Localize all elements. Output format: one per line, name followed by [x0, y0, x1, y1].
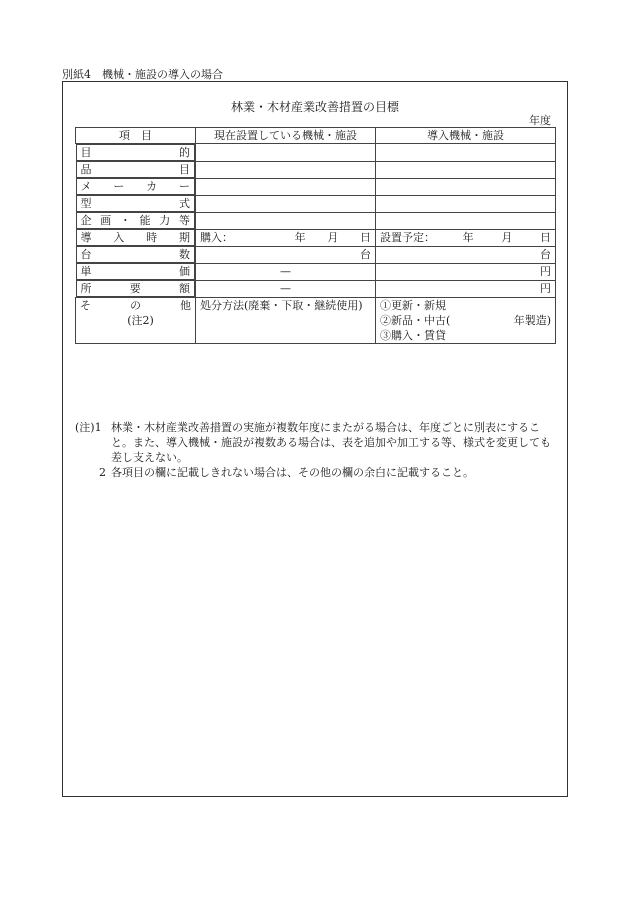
table-row	[76, 229, 556, 246]
option-manufacture-year: 年製造)	[513, 314, 551, 327]
other-label: そ の 他	[80, 299, 191, 312]
day-unit: 日	[359, 231, 371, 244]
cell-current-model[interactable]	[196, 195, 376, 212]
row-label-intro-time: 導 入 時 期	[76, 229, 196, 246]
cell-new-count[interactable]	[376, 246, 556, 263]
cell-current-intro-time[interactable]	[196, 229, 376, 246]
yen-label: 円	[540, 265, 551, 278]
table-row	[76, 246, 556, 263]
row-label-purpose: 目 的	[76, 144, 196, 161]
other-note: (注2)	[127, 314, 154, 327]
dash-mark: —	[280, 282, 291, 296]
row-label-item: 品 目	[76, 161, 196, 178]
cell-new-other[interactable]	[376, 298, 556, 344]
row-label-plan-capacity: 企 画 ・ 能 力 等	[76, 212, 196, 229]
cell-current-unit-price	[196, 263, 376, 280]
purchase-label: 購入：	[200, 231, 233, 244]
month-unit: 月	[501, 231, 513, 244]
header-item: 項 目	[76, 128, 196, 144]
unit-count-label: 台	[540, 248, 551, 261]
row-label-required-amount: 所 要 額	[76, 280, 196, 297]
table-row	[76, 298, 556, 344]
row-label-other	[76, 298, 196, 344]
cell-current-other[interactable]	[196, 298, 376, 344]
year-label: 年度	[529, 114, 551, 127]
table-row	[76, 178, 556, 195]
cell-new-maker[interactable]	[376, 178, 556, 195]
cell-new-unit-price[interactable]	[376, 263, 556, 280]
cell-current-item[interactable]	[196, 161, 376, 178]
table-row	[76, 144, 556, 162]
header-row	[76, 128, 556, 144]
cell-current-required-amount	[196, 280, 376, 298]
note-2-text: 各項目の欄に記載しきれない場合は、その他の欄の余白に記載すること。	[111, 466, 474, 479]
cell-new-plan-capacity[interactable]	[376, 212, 556, 229]
cell-current-maker[interactable]	[196, 178, 376, 195]
table-row	[76, 280, 556, 298]
option-purchase-lease: ③購入・賃貸	[380, 329, 446, 342]
cell-new-item[interactable]	[376, 161, 556, 178]
form-frame	[62, 81, 568, 797]
row-label-unit-price: 単 価	[76, 263, 196, 280]
option-update-new: ①更新・新規	[380, 299, 446, 312]
table-row	[76, 161, 556, 178]
note-2-marker: 2	[99, 466, 106, 479]
table-row	[76, 195, 556, 212]
cell-new-required-amount[interactable]	[376, 280, 556, 298]
table-row	[76, 263, 556, 280]
header-new: 導入機械・施設	[376, 128, 556, 144]
unit-count-label: 台	[360, 248, 371, 261]
note-2	[75, 465, 561, 480]
install-plan-label: 設置予定：	[380, 231, 435, 244]
cell-new-model[interactable]	[376, 195, 556, 212]
table-row	[76, 212, 556, 229]
cell-current-plan-capacity[interactable]	[196, 212, 376, 229]
yen-label: 円	[540, 282, 551, 296]
cell-current-purpose[interactable]	[196, 144, 376, 162]
disposal-method: 処分方法(廃棄・下取・継続使用)	[200, 299, 363, 312]
cell-new-purpose[interactable]	[376, 144, 556, 162]
cell-new-intro-time[interactable]	[376, 229, 556, 246]
notes-section	[75, 420, 561, 480]
year-unit: 年	[294, 231, 306, 244]
option-new-used: ②新品・中古(	[380, 314, 451, 327]
note-1	[75, 420, 561, 465]
target-table	[75, 127, 556, 344]
form-title: 林業・木材産業改善措置の目標	[230, 100, 399, 114]
form-heading: 別紙4 機械・施設の導入の場合	[62, 68, 223, 81]
row-label-model: 型 式	[76, 195, 196, 212]
header-current: 現在設置している機械・施設	[196, 128, 376, 144]
dash-mark: —	[280, 265, 291, 278]
month-unit: 月	[327, 231, 339, 244]
row-label-maker: メ ー カ ー	[76, 178, 196, 195]
note-1-marker: (注)1	[75, 421, 102, 434]
row-label-count: 台 数	[76, 246, 196, 263]
year-unit: 年	[462, 231, 474, 244]
note-1-text: 林業・木材産業改善措置の実施が複数年度にまたがる場合は、年度ごとに別表にすること。また、導入機械・施設が複数ある場合は、表を追加や加工する等、様式を変更しても差し支えない。	[111, 421, 551, 464]
day-unit: 日	[539, 231, 551, 244]
cell-current-count[interactable]	[196, 246, 376, 263]
